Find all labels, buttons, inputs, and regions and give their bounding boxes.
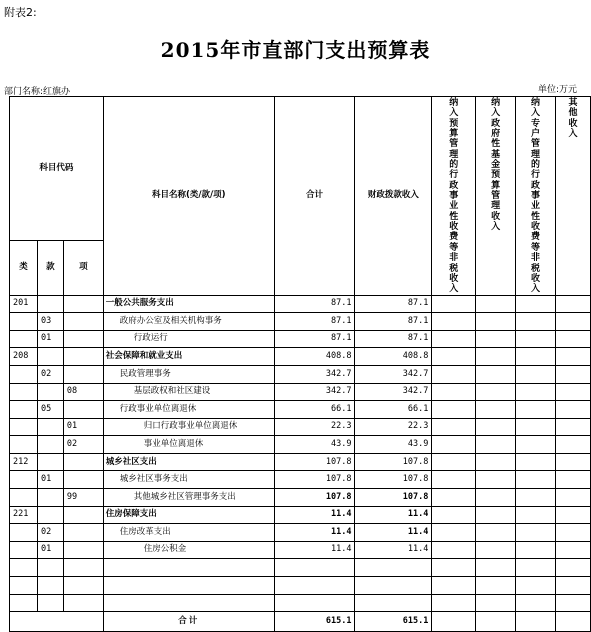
total-cell: 342.7 [274, 383, 355, 401]
admin-fee-cell [432, 489, 476, 507]
subject-name-cell: 城乡社区事务支出 [103, 471, 274, 489]
fund-cell [476, 295, 516, 313]
empty-cell [516, 577, 556, 595]
lei-cell [10, 436, 38, 454]
xiang-cell: 02 [63, 436, 103, 454]
attachment-label: 附表2: [4, 6, 37, 19]
admin-fee-cell [432, 313, 476, 331]
fund-cell [476, 313, 516, 331]
subject-name-cell: 住房改革支出 [103, 524, 274, 542]
admin-fee-cell [432, 348, 476, 366]
special-account-cell [516, 436, 556, 454]
xiang-cell [63, 365, 103, 383]
xiang-cell [63, 506, 103, 524]
table-row [10, 330, 591, 348]
fund-cell [476, 541, 516, 559]
fund-cell [476, 365, 516, 383]
fiscal-cell: 107.8 [355, 489, 432, 507]
kuan-cell: 01 [37, 541, 63, 559]
admin-fee-cell [432, 383, 476, 401]
subject-name-cell: 住房公积金 [103, 541, 274, 559]
xiang-cell [63, 313, 103, 331]
total-row [10, 612, 591, 632]
special-account-cell [516, 612, 556, 632]
total-cell: 408.8 [274, 348, 355, 366]
xiang-cell [63, 524, 103, 542]
kuan-cell: 02 [37, 524, 63, 542]
total-cell: 11.4 [274, 524, 355, 542]
total-cell: 107.8 [274, 489, 355, 507]
admin-fee-cell [432, 401, 476, 419]
other-income-cell [556, 541, 591, 559]
fiscal-cell: 87.1 [355, 295, 432, 313]
fund-cell [476, 453, 516, 471]
other-income-cell [556, 330, 591, 348]
empty-cell [476, 577, 516, 595]
admin-fee-cell [432, 330, 476, 348]
empty-cell [10, 577, 38, 595]
xiang-cell [63, 453, 103, 471]
lei-cell [10, 365, 38, 383]
fund-cell [476, 418, 516, 436]
lei-cell: 208 [10, 348, 38, 366]
empty-cell [274, 577, 355, 595]
empty-cell [10, 594, 38, 612]
fiscal-cell: 66.1 [355, 401, 432, 419]
special-account-cell [516, 401, 556, 419]
subject-name-cell: 行政事业单位离退休 [103, 401, 274, 419]
empty-cell [63, 594, 103, 612]
fiscal-cell: 342.7 [355, 365, 432, 383]
special-account-cell [516, 383, 556, 401]
lei-cell [10, 471, 38, 489]
page-title: 2015年市直部门支出预算表 [160, 38, 431, 62]
total-cell: 66.1 [274, 401, 355, 419]
admin-fee-cell [432, 506, 476, 524]
empty-cell [103, 577, 274, 595]
other-income-header: 其他收入 [556, 97, 591, 296]
total-cell: 87.1 [274, 313, 355, 331]
admin-fee-cell [432, 365, 476, 383]
fiscal-cell: 408.8 [355, 348, 432, 366]
fund-cell [476, 489, 516, 507]
table-row [10, 524, 591, 542]
subject-code-header: 科目代码 [10, 97, 104, 241]
empty-cell [516, 559, 556, 577]
kuan-cell [37, 383, 63, 401]
total-cell: 11.4 [274, 506, 355, 524]
total-cell: 107.8 [274, 453, 355, 471]
admin-fee-cell [432, 436, 476, 454]
fund-cell [476, 524, 516, 542]
xiang-cell [63, 401, 103, 419]
admin-fee-header: 纳入预算管理的行政事业性收费等非税收入 [432, 97, 476, 296]
kuan-header: 款 [37, 240, 63, 295]
total-cell: 43.9 [274, 436, 355, 454]
subject-name-cell: 政府办公室及相关机构事务 [103, 313, 274, 331]
xiang-cell [63, 541, 103, 559]
fund-cell [476, 401, 516, 419]
xiang-cell: 08 [63, 383, 103, 401]
other-income-cell [556, 401, 591, 419]
fund-cell [476, 330, 516, 348]
lei-header: 类 [10, 240, 38, 295]
table-row [10, 436, 591, 454]
lei-cell: 212 [10, 453, 38, 471]
fiscal-cell: 107.8 [355, 453, 432, 471]
fiscal-cell: 11.4 [355, 506, 432, 524]
table-row [10, 489, 591, 507]
fiscal-cell: 11.4 [355, 541, 432, 559]
other-income-cell [556, 418, 591, 436]
fiscal-cell: 87.1 [355, 313, 432, 331]
fiscal-cell: 107.8 [355, 471, 432, 489]
admin-fee-cell [432, 612, 476, 632]
total-cell: 11.4 [274, 541, 355, 559]
special-account-cell [516, 471, 556, 489]
empty-cell [516, 594, 556, 612]
empty-cell [476, 594, 516, 612]
xiang-header: 项 [63, 240, 103, 295]
table-row [10, 295, 591, 313]
blank-row [10, 577, 591, 595]
other-income-cell [556, 436, 591, 454]
empty-cell [63, 559, 103, 577]
lei-cell [10, 330, 38, 348]
xiang-cell: 01 [63, 418, 103, 436]
fiscal-cell: 22.3 [355, 418, 432, 436]
subject-name-cell: 民政管理事务 [103, 365, 274, 383]
special-account-cell [516, 295, 556, 313]
table-row [10, 313, 591, 331]
empty-cell [556, 594, 591, 612]
xiang-cell [63, 348, 103, 366]
empty-cell [476, 559, 516, 577]
fund-cell [476, 612, 516, 632]
grand-total-cell: 615.1 [274, 612, 355, 632]
lei-cell [10, 383, 38, 401]
special-account-cell [516, 365, 556, 383]
table-row [10, 383, 591, 401]
fiscal-cell: 87.1 [355, 330, 432, 348]
other-income-cell [556, 489, 591, 507]
table-row [10, 453, 591, 471]
subject-name-header: 科目名称(类/款/项) [103, 97, 274, 296]
empty-cell [103, 594, 274, 612]
subject-name-cell: 其他城乡社区管理事务支出 [103, 489, 274, 507]
admin-fee-cell [432, 524, 476, 542]
total-cell: 22.3 [274, 418, 355, 436]
kuan-cell [37, 348, 63, 366]
empty-cell [355, 559, 432, 577]
other-income-cell [556, 313, 591, 331]
xiang-cell [63, 330, 103, 348]
empty-cell [37, 594, 63, 612]
lei-cell [10, 418, 38, 436]
lei-cell [10, 524, 38, 542]
kuan-cell: 01 [37, 330, 63, 348]
special-account-cell [516, 541, 556, 559]
fund-cell [476, 348, 516, 366]
lei-cell: 221 [10, 506, 38, 524]
special-account-cell [516, 489, 556, 507]
empty-cell [37, 577, 63, 595]
kuan-cell [37, 436, 63, 454]
special-account-cell [516, 524, 556, 542]
table-row [10, 418, 591, 436]
other-income-cell [556, 506, 591, 524]
subject-name-cell: 基层政权和社区建设 [103, 383, 274, 401]
lei-cell [10, 489, 38, 507]
kuan-cell: 01 [37, 471, 63, 489]
total-cell: 107.8 [274, 471, 355, 489]
unit-label: 单位:万元 [537, 85, 577, 95]
fund-cell [476, 471, 516, 489]
empty-cell [432, 559, 476, 577]
table-row [10, 541, 591, 559]
other-income-cell [556, 453, 591, 471]
lei-cell [10, 401, 38, 419]
subject-name-cell: 归口行政事业单位离退休 [103, 418, 274, 436]
table-row [10, 506, 591, 524]
subject-name-cell: 住房保障支出 [103, 506, 274, 524]
other-income-cell [556, 524, 591, 542]
special-account-cell [516, 313, 556, 331]
fund-cell [476, 506, 516, 524]
other-income-cell [556, 612, 591, 632]
empty-cell [556, 577, 591, 595]
empty-cell [432, 577, 476, 595]
table-row [10, 348, 591, 366]
kuan-cell [37, 453, 63, 471]
kuan-cell: 05 [37, 401, 63, 419]
subject-name-cell: 事业单位离退休 [103, 436, 274, 454]
subject-name-cell: 行政运行 [103, 330, 274, 348]
blank-row [10, 594, 591, 612]
kuan-cell [37, 418, 63, 436]
admin-fee-cell [432, 453, 476, 471]
admin-fee-cell [432, 418, 476, 436]
lei-cell: 201 [10, 295, 38, 313]
fiscal-header: 财政拨款收入 [355, 97, 432, 296]
kuan-cell: 03 [37, 313, 63, 331]
special-account-cell [516, 453, 556, 471]
other-income-cell [556, 471, 591, 489]
other-income-cell [556, 383, 591, 401]
empty-cell [355, 577, 432, 595]
empty-cell [274, 559, 355, 577]
fund-cell [476, 383, 516, 401]
total-header: 合计 [274, 97, 355, 296]
lei-cell [10, 313, 38, 331]
kuan-cell [37, 506, 63, 524]
department-label: 部门名称:红旗办 [4, 87, 71, 97]
blank-row [10, 559, 591, 577]
empty-cell [63, 577, 103, 595]
empty-cell [556, 559, 591, 577]
grand-fiscal-cell: 615.1 [355, 612, 432, 632]
fund-cell [476, 436, 516, 454]
empty-cell [432, 594, 476, 612]
other-income-cell [556, 295, 591, 313]
table-row [10, 401, 591, 419]
subject-name-cell: 一般公共服务支出 [103, 295, 274, 313]
admin-fee-cell [432, 295, 476, 313]
fund-header: 纳入政府性基金预算管理收入 [476, 97, 516, 296]
special-account-header: 纳入专户管理的行政事业性收费等非税收入 [516, 97, 556, 296]
empty-cell [37, 559, 63, 577]
lei-cell [10, 541, 38, 559]
other-income-cell [556, 348, 591, 366]
table-row [10, 365, 591, 383]
xiang-cell [63, 295, 103, 313]
special-account-cell [516, 330, 556, 348]
empty-cell [355, 594, 432, 612]
fiscal-cell: 11.4 [355, 524, 432, 542]
fiscal-cell: 342.7 [355, 383, 432, 401]
empty-cell [10, 559, 38, 577]
subject-name-cell: 城乡社区支出 [103, 453, 274, 471]
empty-cell [274, 594, 355, 612]
total-cell: 87.1 [274, 330, 355, 348]
empty-cell [103, 559, 274, 577]
total-label-cell: 合计 [103, 612, 274, 632]
total-cell: 342.7 [274, 365, 355, 383]
kuan-cell: 02 [37, 365, 63, 383]
budget-table [9, 96, 591, 632]
xiang-cell [63, 471, 103, 489]
special-account-cell [516, 348, 556, 366]
xiang-cell: 99 [63, 489, 103, 507]
special-account-cell [516, 506, 556, 524]
other-income-cell [556, 365, 591, 383]
total-code-cell [10, 612, 104, 632]
table-row [10, 471, 591, 489]
admin-fee-cell [432, 471, 476, 489]
admin-fee-cell [432, 541, 476, 559]
special-account-cell [516, 418, 556, 436]
total-cell: 87.1 [274, 295, 355, 313]
kuan-cell [37, 295, 63, 313]
kuan-cell [37, 489, 63, 507]
fiscal-cell: 43.9 [355, 436, 432, 454]
subject-name-cell: 社会保障和就业支出 [103, 348, 274, 366]
